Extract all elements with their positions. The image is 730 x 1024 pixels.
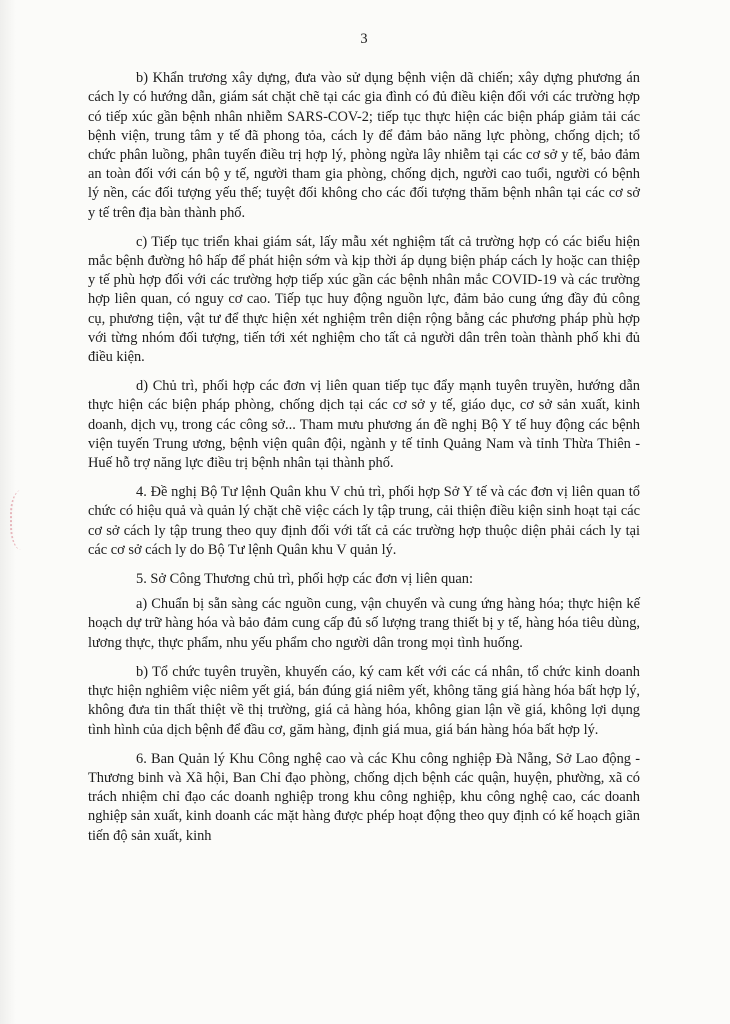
paragraph-3c-testing: c) Tiếp tục triển khai giám sát, lấy mẫu xét nghiệm tất cả trường hợp có các biểu hiện mắc bệnh đường hô hấp để phát hiện sớm và kịp thời áp dụng biện pháp cách ly hoặc can thiệp y tế phù hợp đối với các trường hợp tiếp xúc gần các bệnh nhân mắc COVID-19 và các trường hợp liên quan, có nguy cơ cao. Tiếp tục huy động nguồn lực, đảm bảo cung ứng đầy đủ công cụ, phương tiện, vật tư để thực hiện xét nghiệm trên diện rộng bằng các phương pháp phù hợp với từng nhóm đối tượng, tiến tới xét nghiệm cho tất cả người dân trên toàn thành phố khi đủ điều kiện. [88,233,640,366]
paragraph-5a-supply: a) Chuẩn bị sẵn sàng các nguồn cung, vận chuyển và cung ứng hàng hóa; thực hiện kế hoạch dự trữ hàng hóa và bảo đảm cung cấp đủ số lượng trang thiết bị y tế, hàng hóa tiêu dùng, lương thực, thực phẩm, nhu yếu phẩm cho người dân trong mọi tình huống. [88,596,640,651]
paragraph-4-military-command: 4. Đề nghị Bộ Tư lệnh Quân khu V chủ trì, phối hợp Sở Y tế và các đơn vị liên quan tổ chức có hiệu quả và quản lý chặt chẽ việc cách ly tập trung, cải thiện điều kiện sinh hoạt tại các cơ sở cách ly tập trung theo quy định đối với tất cả các trường hợp thuộc diện phải cách ly tại các cơ sở cách ly do Bộ Tư lệnh Quân khu V quản lý. [88,484,640,558]
paragraph-5b-pricing: b) Tổ chức tuyên truyền, khuyến cáo, ký cam kết với các cá nhân, tổ chức kinh doanh thực hiện nghiêm việc niêm yết giá, bán đúng giá niêm yết, không tăng giá hàng hóa bất hợp lý, không đưa tin thất thiệt về thị trường, giá cả hàng hóa, không gian lận về giá, không lợi dụng tình hình của dịch bệnh để đầu cơ, găm hàng, định giá mua, giá bán hàng hóa bất hợp lý. [88,663,640,738]
paragraph-3b-field-hospital: b) Khẩn trương xây dựng, đưa vào sử dụng bệnh viện dã chiến; xây dựng phương án cách ly có hướng dẫn, giám sát chặt chẽ tại các gia đình có đủ điều kiện đối với các trường hợp có tiếp xúc gần bệnh nhân nhiễm SARS-COV-2; tiếp tục thực hiện các biện pháp giảm tải các bệnh viện, trung tâm y tế đã phong tỏa, cách ly để đảm bảo năng lực phòng, chống dịch; tổ chức phân luồng, phân tuyến điều trị hợp lý, phòng ngừa lây nhiễm tại các cơ sở y tế, bảo đảm an toàn đối với cán bộ y tế, người tham gia phòng, chống dịch, người cao tuổi, người có bệnh lý nền, các đối tượng yếu thế; tuyệt đối không cho các đối tượng thăm bệnh nhân tại các cơ sở y tế trên địa bàn thành phố. [88,70,640,221]
page-number: 3 [360,31,368,47]
paragraph-5-industry-trade: 5. Sở Công Thương chủ trì, phối hợp các đơn vị liên quan: [136,571,473,588]
paragraph-3d-communication: d) Chủ trì, phối hợp các đơn vị liên quan tiếp tục đẩy mạnh tuyên truyền, hướng dẫn thực hiện các biện pháp phòng, chống dịch tại các cơ sở y tế, giáo dục, cơ sở sản xuất, kinh doanh, dịch vụ, trong các công sở... Tham mưu phương án đề nghị Bộ Y tế huy động các bệnh viện tuyến Trung ương, bệnh viện quân đội, ngành y tế tỉnh Quảng Nam và tỉnh Thừa Thiên - Huế hỗ trợ năng lực điều trị bệnh nhân tại thành phố. [88,378,640,472]
paragraph-6-hitech-zones: 6. Ban Quản lý Khu Công nghệ cao và các Khu công nghiệp Đà Nẵng, Sở Lao động - Thương binh và Xã hội, Ban Chỉ đạo phòng, chống dịch bệnh các quận, huyện, phường, xã có trách nhiệm chỉ đạo các doanh nghiệp trong khu công nghiệp, khu công nghệ cao, các doanh nghiệp sản xuất, kinh doanh các mặt hàng được phép hoạt động theo quy định có kế hoạch giãn tiến độ sản xuất, kinh [88,750,640,844]
